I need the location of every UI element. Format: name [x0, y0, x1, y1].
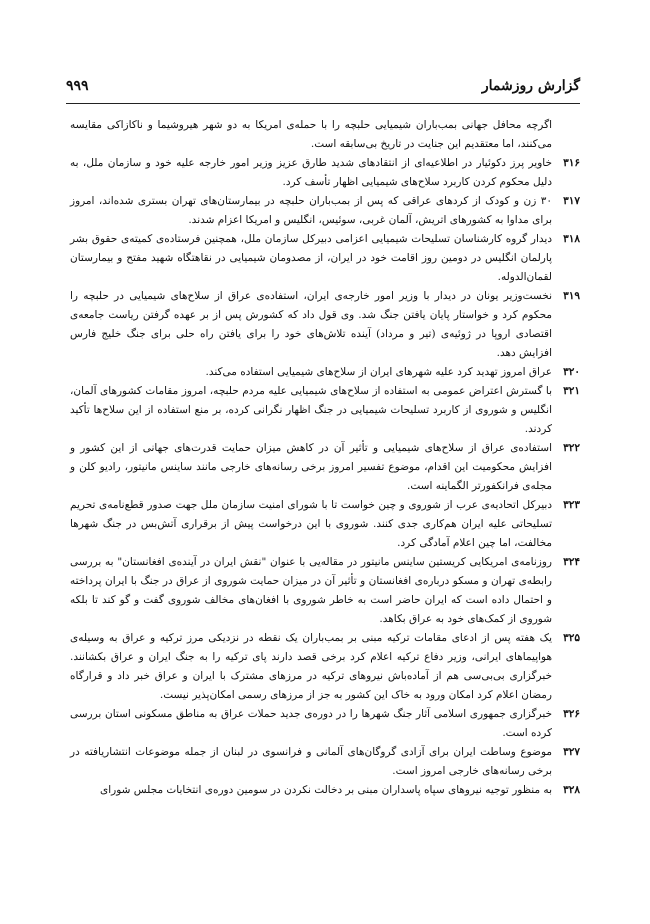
- entry-number: ۳۲۲: [563, 442, 580, 454]
- entry-12: [70, 781, 580, 800]
- running-title: گزارش روزشمار: [481, 78, 580, 94]
- entry-7: [70, 496, 580, 553]
- entry-text: دیدار گروه کارشناسان تسلیحات شیمیایی اعزامی دبیرکل سازمان ملل، همچنین فرستاده‌ی کمیته‌ی حقوق بشر پارلمان انگلیس در دومین روز اقامت خود در ایران، از مصدومان شیمیایی در نقاهتگاه شهید مفتح و بیمارستان لقمان‌الدوله.: [70, 233, 552, 283]
- entry-number: ۳۲۱: [563, 385, 580, 397]
- entry-number: ۳۲۵: [563, 632, 580, 644]
- entry-8: [70, 553, 580, 629]
- entry-text: خاویر پرز دکوئیار در اطلاعیه‌ای از انتقادهای شدید طارق عزیز وزیر امور خارجه علیه خود و سازمان ملل، به دلیل محکوم کردن کاربرد سلاح‌های شیمیایی اظهار تأسف کرد.: [70, 157, 552, 188]
- entry-number: ۳۲۸: [563, 784, 580, 796]
- entry-text: به منظور توجیه نیروهای سپاه پاسداران مبنی بر دخالت نکردن در سومین دوره‌ی انتخابات مجلس شورای: [100, 784, 552, 796]
- entry-10: [70, 705, 580, 743]
- intro-paragraph: اگرچه محافل جهانی بمب‌باران شیمیایی حلبچه را با حمله‌ی امریکا به دو شهر هیروشیما و ناکازاکی مقایسه می‌کنند، اما معتقدیم این جنایت در تاریخ بی‌سابقه است.: [70, 119, 552, 150]
- entry-text: نخست‌وزیر یونان در دیدار با وزیر امور خارجه‌ی ایران، استفاده‌ی عراق از سلاح‌های شیمیایی در حلبچه را محکوم کرد و خواستار پایان یافتن جنگ شد. وی قول داد که کشورش پس از بر عهده گرفتن ریاست جامعه‌ی اقتصادی اروپا در ژوئیه‌ی (تیر و مرداد) آینده تلاش‌های خود را برای یافتن راه حلی برای جنگ خلیج فارس افزایش دهد.: [70, 290, 552, 359]
- entry-text: ۳۰ زن و کودک از کردهای عراقی که پس از بمب‌باران حلبچه در بیمارستان‌های تهران بستری شده‌اند، امروز برای مداوا به کشورهای اتریش، آلمان غربی، سوئیس، انگلیس و امریکا اعزام شدند.: [70, 195, 552, 226]
- entry-9: [70, 629, 580, 705]
- entry-number: ۳۱۹: [563, 290, 580, 302]
- entry-2: [70, 230, 580, 287]
- entry-0: [70, 154, 580, 192]
- page-body: [70, 116, 580, 800]
- entry-text: استفاده‌ی عراق از سلاح‌های شیمیایی و تأثیر آن در کاهش میزان حمایت قدرت‌های جهانی از این کشور و افزایش محکومیت این اقدام، موضوع تفسیر امروز برخی رسانه‌های خارجی مانند ساینس مانیتور، رادیو کلن و مجله‌ی فرانکفورتر الگماینه است.: [70, 442, 552, 492]
- page-number: ۹۹۹: [66, 78, 89, 94]
- entry-text: موضوع وساطت ایران برای آزادی گروگان‌های آلمانی و فرانسوی در لبنان از جمله موضوعات انتشاریافته در برخی رسانه‌های خارجی امروز است.: [70, 746, 552, 777]
- entry-number: ۳۱۸: [563, 233, 580, 245]
- entry-number: ۳۲۶: [563, 708, 580, 720]
- header-rule: [66, 103, 580, 104]
- entry-4: [70, 363, 580, 382]
- page-header: [66, 78, 580, 100]
- entry-1: [70, 192, 580, 230]
- entry-number: ۳۲۷: [563, 746, 580, 758]
- entry-text: یک هفته پس از ادعای مقامات ترکیه مبنی بر بمب‌باران یک نقطه در نزدیکی مرز ترکیه و عراق به وسیله‌ی هواپیماهای ایرانی، وزیر دفاع ترکیه اعلام کرد برخی قصد دارند پای ترکیه را به جنگ ایران و عراق بکشانند. خبرگزاری بی‌بی‌سی هم از آماده‌باش نیروهای ترکیه در مرزهای مشترک با ایران و عراق خبر داد و قرارگاه رمضان اعلام کرد امکان ورود به خاک این کشور به جز از مرزهای رسمی امکان‌پذیر نیست.: [70, 632, 552, 701]
- entry-text: عراق امروز تهدید کرد علیه شهرهای ایران از سلاح‌های شیمیایی استفاده می‌کند.: [205, 366, 552, 378]
- entry-3: [70, 287, 580, 363]
- entry-11: [70, 743, 580, 781]
- entry-5: [70, 382, 580, 439]
- entry-6: [70, 439, 580, 496]
- entry-number: ۳۱۶: [563, 157, 580, 169]
- entry-text: دبیرکل اتحادیه‌ی عرب از شوروی و چین خواست تا با شورای امنیت سازمان ملل جهت صدور قطع‌نامه‌ی تحریم تسلیحاتی علیه ایران هم‌کاری جدی کنند. شوروی با این درخواست پیش از برقراری آتش‌بس در جنگ شهرها مخالفت، اما چین اعلام آمادگی کرد.: [70, 499, 552, 549]
- entry-number: ۳۱۷: [563, 195, 580, 207]
- entry-text: با گسترش اعتراض عمومی به استفاده از سلاح‌های شیمیایی علیه مردم حلبچه، امروز مقامات کشورهای آلمان، انگلیس و شوروی از کاربرد تسلیحات شیمیایی در جنگ اظهار نگرانی کرده، بر منع استفاده از این سلاح‌ها تأکید کردند.: [70, 385, 552, 435]
- entry-number: ۳۲۰: [563, 366, 580, 378]
- entry-number: ۳۲۴: [563, 556, 580, 568]
- entry-text: خبرگزاری جمهوری اسلامی آثار جنگ شهرها را در دوره‌ی جدید حملات عراق به مناطق مسکونی استان بررسی کرده است.: [70, 708, 552, 739]
- entry-text: روزنامه‌ی امریکایی کریستین ساینس مانیتور در مقاله‌یی با عنوان "نقش ایران در آینده‌ی افغانستان" به بررسی رابطه‌ی تهران و مسکو درباره‌ی افغانستان و تأثیر آن در میزان حمایت شوروی از عراق در جنگ با ایران پرداخته و احتمال داده است که ایران حاضر است به خاطر شوروی با افغان‌های مخالف شوروی گفت و گو کند تا بلکه شوروی از کمک‌های خود به عراق بکاهد.: [70, 556, 552, 625]
- entry-list: [70, 154, 580, 800]
- entry-number: ۳۲۳: [563, 499, 580, 511]
